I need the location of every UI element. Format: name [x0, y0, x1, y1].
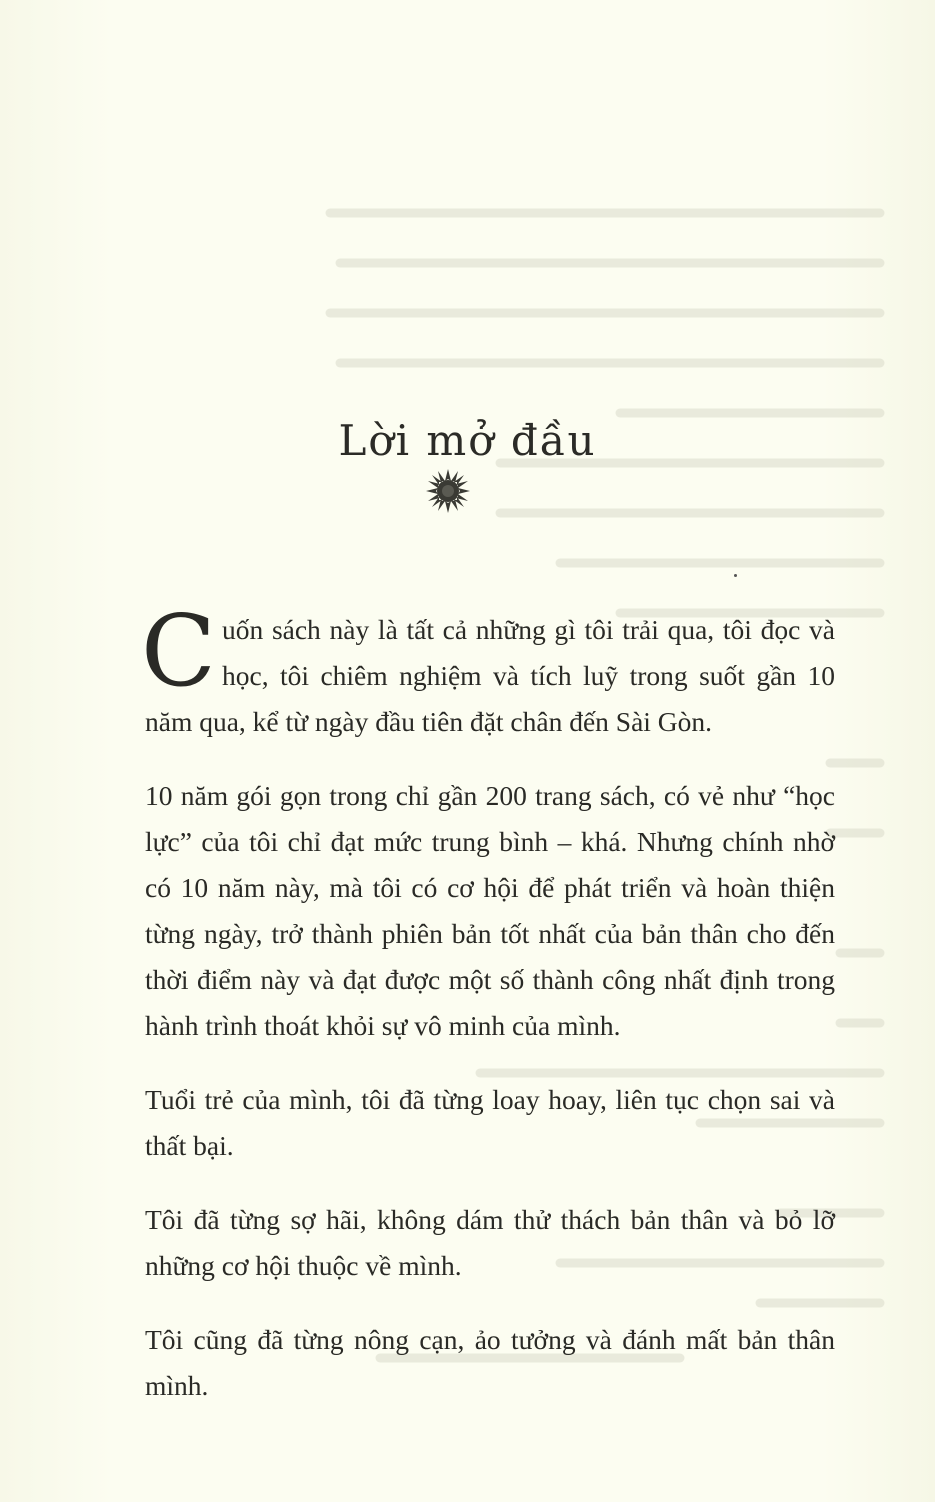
drop-cap: C [141, 595, 216, 709]
paragraph-1 [141, 595, 835, 745]
paragraph-5 [145, 1317, 835, 1409]
sun-ornament-icon [424, 467, 472, 515]
paragraph-1-text: uốn sách này là tất cả những gì tôi trải qua, tôi đọc và học, tôi chiêm nghiệm và tích luỹ trong suốt gần 10 năm qua, kể từ ngày đầu tiên đặt chân đến Sài Gòn. [145, 614, 835, 737]
chapter-title: Lời mở đầu [338, 416, 597, 466]
paragraph-3-text: Tuổi trẻ của mình, tôi đã từng loay hoay, liên tục chọn sai và thất bại. [145, 1084, 835, 1161]
paragraph-4 [145, 1197, 835, 1289]
paragraph-2 [145, 773, 835, 1049]
paragraph-3 [145, 1077, 835, 1169]
paragraph-2-text: 10 năm gói gọn trong chỉ gần 200 trang sách, có vẻ như “học lực” của tôi chỉ đạt mức trung bình – khá. Nhưng chính nhờ có 10 năm này, mà tôi có cơ hội để phát triển và hoàn thiện từng ngày, trở thành phiên bản tốt nhất của bản thân cho đến thời điểm này và đạt được một số thành công nhất định trong hành trình thoát khỏi sự vô minh của mình. [145, 780, 835, 1041]
paragraph-4-text: Tôi đã từng sợ hãi, không dám thử thách bản thân và bỏ lỡ những cơ hội thuộc về mình. [145, 1204, 835, 1281]
body-text [141, 595, 835, 1437]
paragraph-5-text: Tôi cũng đã từng nông cạn, ảo tưởng và đánh mất bản thân mình. [145, 1324, 835, 1401]
ink-speck [734, 574, 737, 577]
